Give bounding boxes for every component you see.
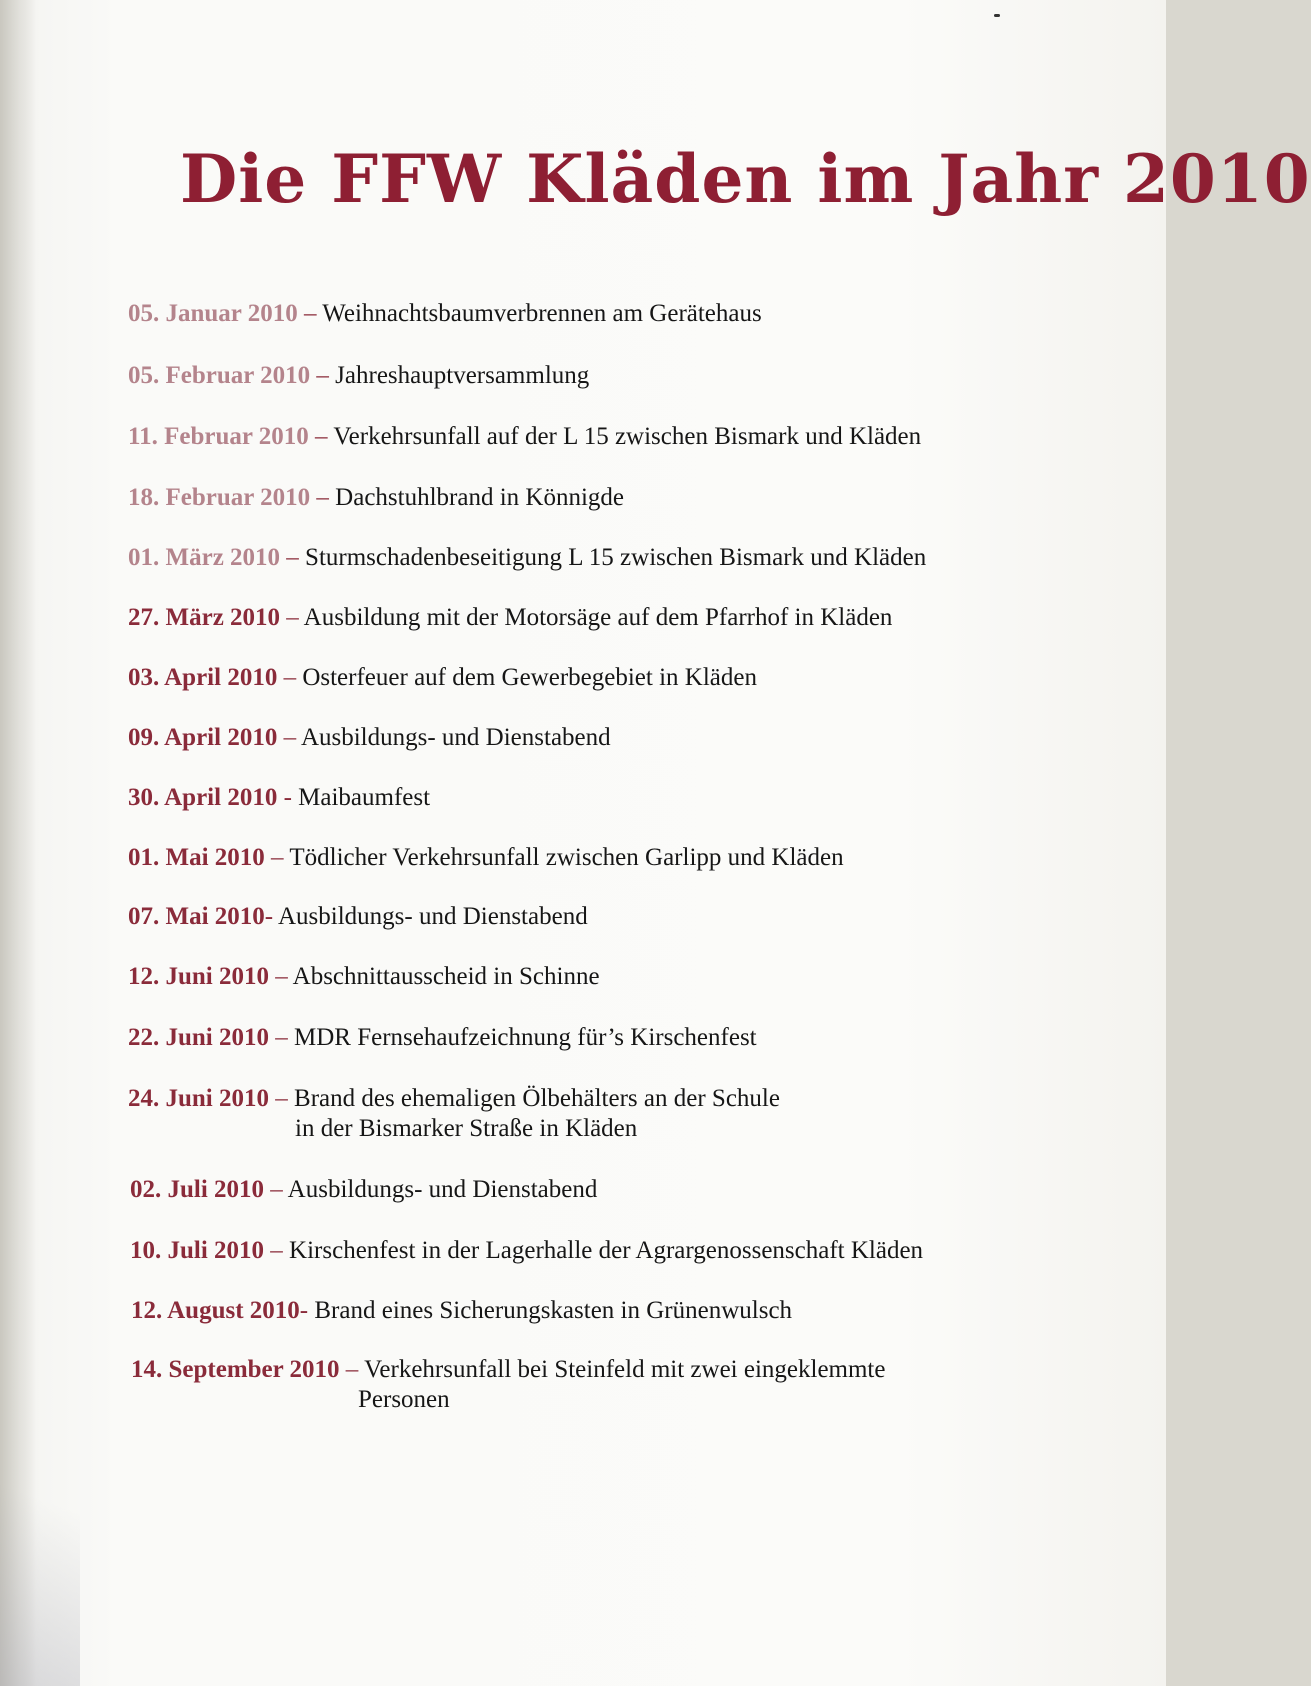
event-item — [128, 661, 757, 694]
event-item — [128, 541, 926, 574]
event-description: Maibaumfest — [298, 784, 431, 811]
event-description: Tödlicher Verkehrsunfall zwischen Garlipp und Kläden — [289, 844, 844, 871]
event-separator: – — [339, 1356, 365, 1383]
event-date: 27. März 2010 — [128, 604, 281, 631]
event-description: Ausbildungs- und Dienstabend — [300, 724, 611, 751]
event-date: 01. März 2010 — [128, 544, 281, 571]
event-date: 18. Februar 2010 — [128, 484, 311, 511]
event-description: Verkehrsunfall auf der L 15 zwischen Bismark und Kläden — [333, 423, 922, 450]
event-item — [128, 481, 624, 514]
event-description: Weihnachtsbaumverbrennen am Gerätehaus — [322, 300, 762, 327]
event-description: Brand eines Sicherungskasten in Grünenwulsch — [314, 1297, 793, 1324]
event-description: Ausbildungs- und Dienstabend — [278, 903, 588, 930]
event-separator: – — [277, 664, 303, 691]
event-date: 11. Februar 2010 — [128, 423, 309, 450]
event-description: Dachstuhlbrand in Könnigde — [335, 484, 625, 511]
event-item — [130, 1173, 597, 1206]
event-separator: – — [308, 423, 334, 450]
event-separator: – — [280, 544, 306, 571]
event-date: 14. September 2010 — [131, 1356, 340, 1383]
event-description: Brand des ehemaligen Ölbehälters an der Schule — [294, 1085, 780, 1112]
event-description-continuation: in der Bismarker Straße in Kläden — [295, 1115, 638, 1142]
event-date: 12. Juni 2010 — [128, 963, 270, 990]
document-title: Die FFW Kläden im Jahr 2010 — [180, 140, 1311, 218]
event-item — [128, 781, 430, 814]
event-date: 12. August 2010 — [131, 1297, 300, 1324]
event-date: 10. Juli 2010 — [130, 1237, 265, 1264]
event-separator: - — [277, 784, 299, 811]
event-item — [131, 1353, 885, 1386]
event-separator: - — [264, 903, 278, 930]
event-description: Sturmschadenbeseitigung L 15 zwischen Bismark und Kläden — [305, 544, 927, 571]
event-separator: – — [280, 604, 304, 631]
event-item — [128, 960, 600, 993]
event-description: Kirschenfest in der Lagerhalle der Agrargenossenschaft Kläden — [289, 1237, 924, 1264]
event-separator: – — [269, 1024, 295, 1051]
event-date: 03. April 2010 — [128, 664, 278, 691]
event-description-continuation: Personen — [358, 1386, 450, 1413]
event-description: MDR Fernsehaufzeichnung für’s Kirschenfest — [294, 1024, 757, 1051]
event-item — [128, 900, 588, 933]
event-description: Ausbildung mit der Motorsäge auf dem Pfarrhof in Kläden — [303, 604, 893, 631]
event-separator: – — [264, 1176, 288, 1203]
event-date: 05. Februar 2010 — [128, 362, 311, 389]
event-description: Osterfeuer auf dem Gewerbegebiet in Kläden — [302, 664, 757, 691]
event-item — [131, 1294, 792, 1327]
event-date: 07. Mai 2010 — [128, 903, 265, 930]
event-date: 30. April 2010 — [128, 784, 278, 811]
event-item — [130, 1234, 923, 1267]
event-date: 24. Juni 2010 — [128, 1085, 270, 1112]
event-separator: – — [277, 724, 301, 751]
event-date: 01. Mai 2010 — [128, 844, 265, 871]
event-separator: – — [310, 362, 336, 389]
event-item — [128, 420, 921, 453]
event-item — [128, 297, 762, 330]
event-date: 09. April 2010 — [128, 724, 278, 751]
event-date: 02. Juli 2010 — [130, 1176, 265, 1203]
event-item — [128, 721, 611, 754]
event-item — [128, 1021, 757, 1054]
event-separator: – — [264, 844, 290, 871]
event-separator: – — [269, 963, 293, 990]
event-item — [128, 841, 844, 874]
event-separator: - — [299, 1297, 315, 1324]
event-separator: – — [297, 300, 323, 327]
event-date: 22. Juni 2010 — [128, 1024, 270, 1051]
event-item — [128, 1082, 780, 1115]
event-separator: – — [269, 1085, 295, 1112]
event-item — [128, 359, 589, 392]
event-description: Abschnittausscheid in Schinne — [292, 963, 600, 990]
event-item — [128, 601, 892, 634]
event-description: Verkehrsunfall bei Steinfeld mit zwei eingeklemmte — [364, 1356, 886, 1383]
event-date: 05. Januar 2010 — [128, 300, 298, 327]
event-separator: – — [264, 1237, 290, 1264]
event-description: Jahreshauptversammlung — [335, 362, 590, 389]
event-description: Ausbildungs- und Dienstabend — [287, 1176, 598, 1203]
event-separator: – — [310, 484, 336, 511]
